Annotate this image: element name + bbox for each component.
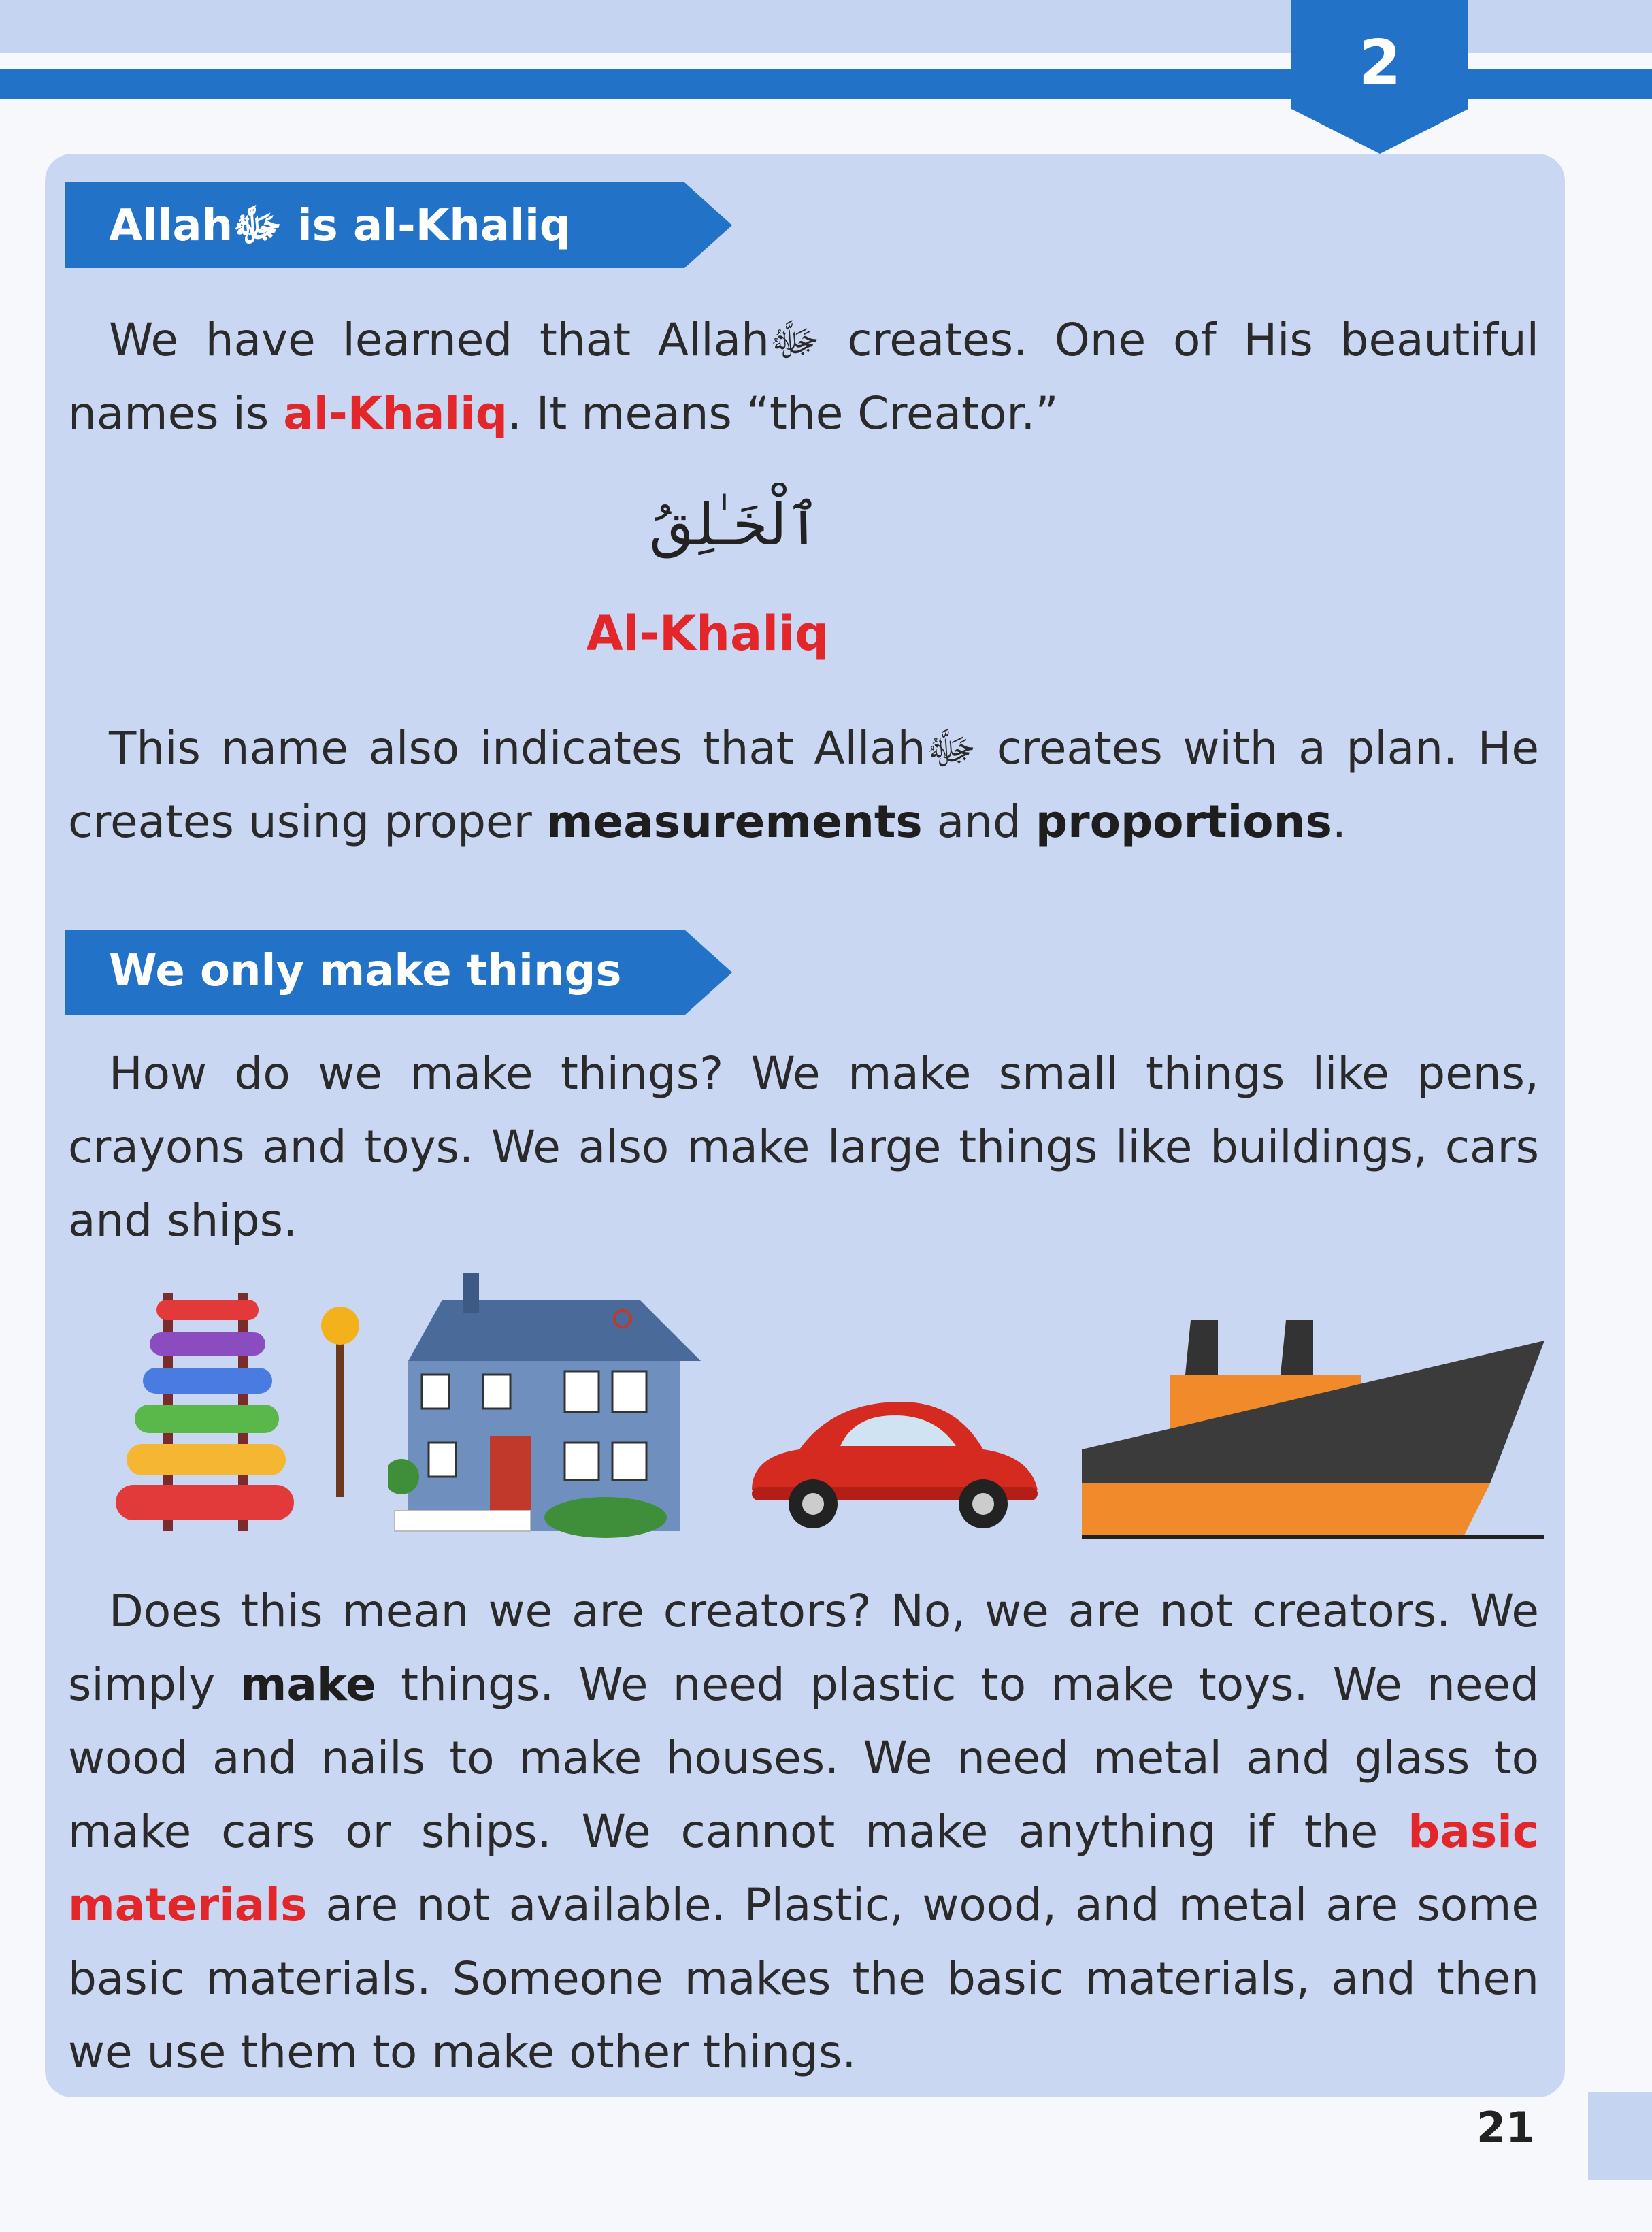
paragraph: How do we make things? We make small things like pens, crayons and toys. We also make large things like buildings, cars and ships.	[68, 1047, 1539, 1247]
arabic-name-text: ٱلْخَـٰلِقُ	[649, 491, 821, 558]
page-number: 21	[1476, 2103, 1536, 2152]
highlight-term: basic materials	[68, 1805, 1539, 1931]
car-illustration	[738, 1388, 1044, 1538]
paragraph: We have learned that Allahﷻ creates. One of His beautiful names is al-Khaliq. It means “the Creator.”	[68, 314, 1539, 440]
ship-illustration	[1082, 1313, 1544, 1545]
chapter-tab	[1291, 0, 1468, 154]
paragraph: Does this mean we are creators? No, we are not creators. We simply make things. We need plastic to make toys. We need wood and nails to make houses. We need metal and glass to make cars or ships. We cannot make anything if the basic materials are not available. Plastic, wood, and metal are some basic materials. Someone makes the basic materials, and then we use them to make other things.	[68, 1585, 1539, 2078]
section-heading: We only make things	[109, 946, 622, 996]
highlight-term: al-Khaliq	[283, 387, 508, 440]
corner-tab	[1588, 2092, 1652, 2180]
arabic-calligraphy	[612, 483, 857, 565]
section-heading-banner	[65, 930, 732, 1015]
house-illustration	[388, 1273, 701, 1545]
paragraph: This name also indicates that Allahﷻ creates with a plan. He creates using proper measurements and proportions.	[68, 722, 1539, 848]
section-heading: Allahﷻ is al-Khaliq	[109, 201, 571, 251]
section-heading-banner	[65, 182, 732, 268]
xylophone-illustration	[109, 1293, 367, 1538]
name-caption: Al-Khaliq	[586, 606, 829, 661]
chapter-number: 2	[1358, 27, 1402, 99]
